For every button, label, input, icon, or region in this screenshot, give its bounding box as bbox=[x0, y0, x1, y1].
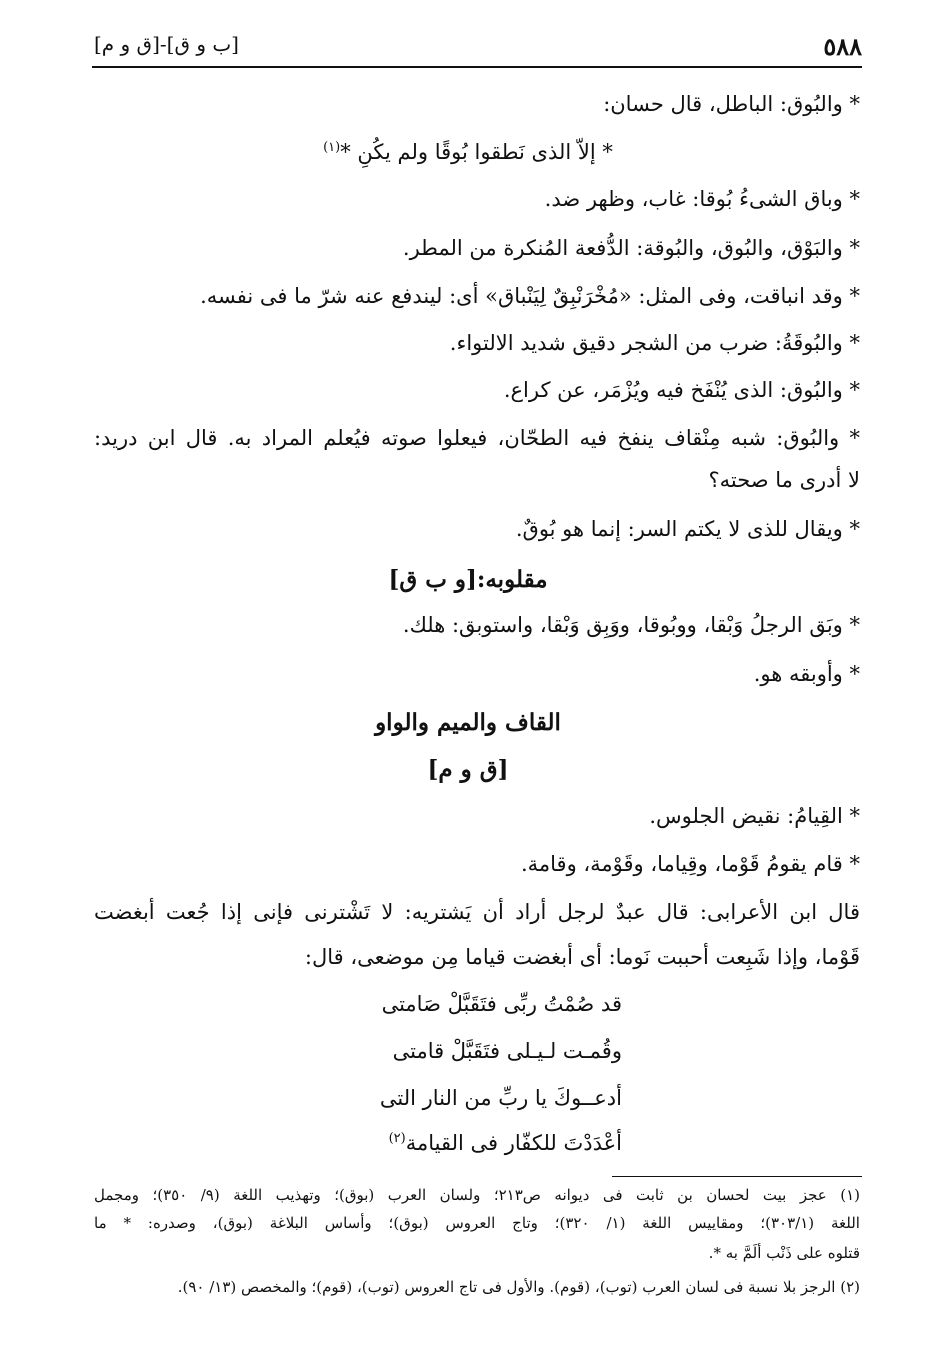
verse-citation bbox=[0, 140, 936, 164]
page-number: ٥٨٨ bbox=[823, 32, 862, 61]
running-head: [ب و ق]-[ق و م] bbox=[94, 32, 239, 56]
entry-line: * قام يقومُ قَوْما، وقِياما، وقَوْمة، وقامة. bbox=[520, 852, 860, 876]
root-title: [ق و م] bbox=[427, 756, 509, 783]
entry-line: * وبَق الرجلُ وَبْقا، ووبُوقا، ووَبِق وَبْقا، واستوبق: هلك. bbox=[402, 613, 860, 637]
entry-line: * ويقال للذى لا يكتم السر: إنما هو بُوقٌ. bbox=[515, 517, 860, 541]
entry-line: * والبُوق: شبه مِنْقاف ينفخ فيه الطحّان، فيعلوا صوته فيُعلم المراد به. قال ابن دريد: bbox=[94, 426, 860, 450]
entry-line: * وأوبقه هو. bbox=[753, 662, 860, 686]
verse-line: أدعــوكَ يا ربِّ من النار التى bbox=[379, 1086, 622, 1110]
entry-line: * والبَوْق، والبُوق، والبُوقة: الدُّفعة المُنكرة من المطر. bbox=[402, 236, 860, 260]
entry-line: لا أدرى ما صحته؟ bbox=[708, 468, 860, 492]
footnote-1-cont: اللغة (٣٠٣/١)؛ ومقاييس اللغة (١/ ٣٢٠)؛ وتاج العروس (بوق)؛ وأساس البلاغة (بوق)، وصدره: * ما bbox=[94, 1214, 860, 1232]
verse-text: أعْدَدْتَ للكفّار فى القيامة bbox=[405, 1131, 622, 1155]
entry-line: * القِيامُ: نقيض الجلوس. bbox=[649, 804, 860, 828]
verse-text: * إلاّ الذى نَطقوا بُوقًا ولم يكُنِ * bbox=[340, 140, 613, 164]
entry-line: قال ابن الأعرابى: قال عبدٌ لرجل أراد أن يَشتريه: لا تَشْترنى فإنى إذا جُعت أبغضت bbox=[94, 900, 860, 924]
footnote-1: (١) عجز بيت لحسان بن ثابت فى ديوانه ص٢١٣؛ ولسان العرب (بوق)؛ وتهذيب اللغة (٩/ ٣٥٠)؛ ومجمل bbox=[94, 1186, 860, 1204]
footnote-marker: (٢) bbox=[388, 1131, 406, 1146]
header-rule bbox=[92, 66, 862, 68]
subheading-maqlub: مقلوبه:[و ب ق] bbox=[388, 566, 548, 593]
footnote-1-cont: قتلوه على ذَنْب ألَمَّ به *. bbox=[708, 1244, 860, 1262]
entry-line: * وباق الشىءُ بُوقا: غاب، وظهر ضد. bbox=[544, 187, 860, 211]
verse-line bbox=[389, 1131, 622, 1155]
verse-line: وقُمـت لـيـلى فتَقَبَّلْ قامتى bbox=[392, 1039, 622, 1063]
footnote-marker: (١) bbox=[323, 140, 341, 155]
footnote-2: (٢) الرجز بلا نسبة فى لسان العرب (توب)، (قوم). والأول فى تاج العروس (توب)، (قوم)؛ والمخصص (١٣/ ٩٠). bbox=[177, 1278, 860, 1296]
entry-line: * والبُوق: الباطل، قال حسان: bbox=[603, 92, 860, 116]
entry-line: * وقد انباقت، وفى المثل: «مُخْرَنْبِقٌ لِيَنْباق» أى: ليندفع عنه شرّ ما فى نفسه. bbox=[200, 284, 860, 308]
section-title: القاف والميم والواو bbox=[375, 709, 561, 736]
entry-line: * والبُوق: الذى يُنْفَخ فيه ويُزْمَر، عن كراع. bbox=[503, 378, 860, 402]
verse-line: قد صُمْتُ ربِّى فتَقَبَّلْ صَامتى bbox=[381, 992, 622, 1016]
entry-line: قَوْما، وإذا شَبِعت أحببت نَوما: أى أبغضت قياما مِن موضعى، قال: bbox=[304, 945, 860, 969]
footnote-rule bbox=[612, 1176, 862, 1177]
entry-line: * والبُوقَةُ: ضرب من الشجر دقيق شديد الالتواء. bbox=[449, 331, 860, 355]
